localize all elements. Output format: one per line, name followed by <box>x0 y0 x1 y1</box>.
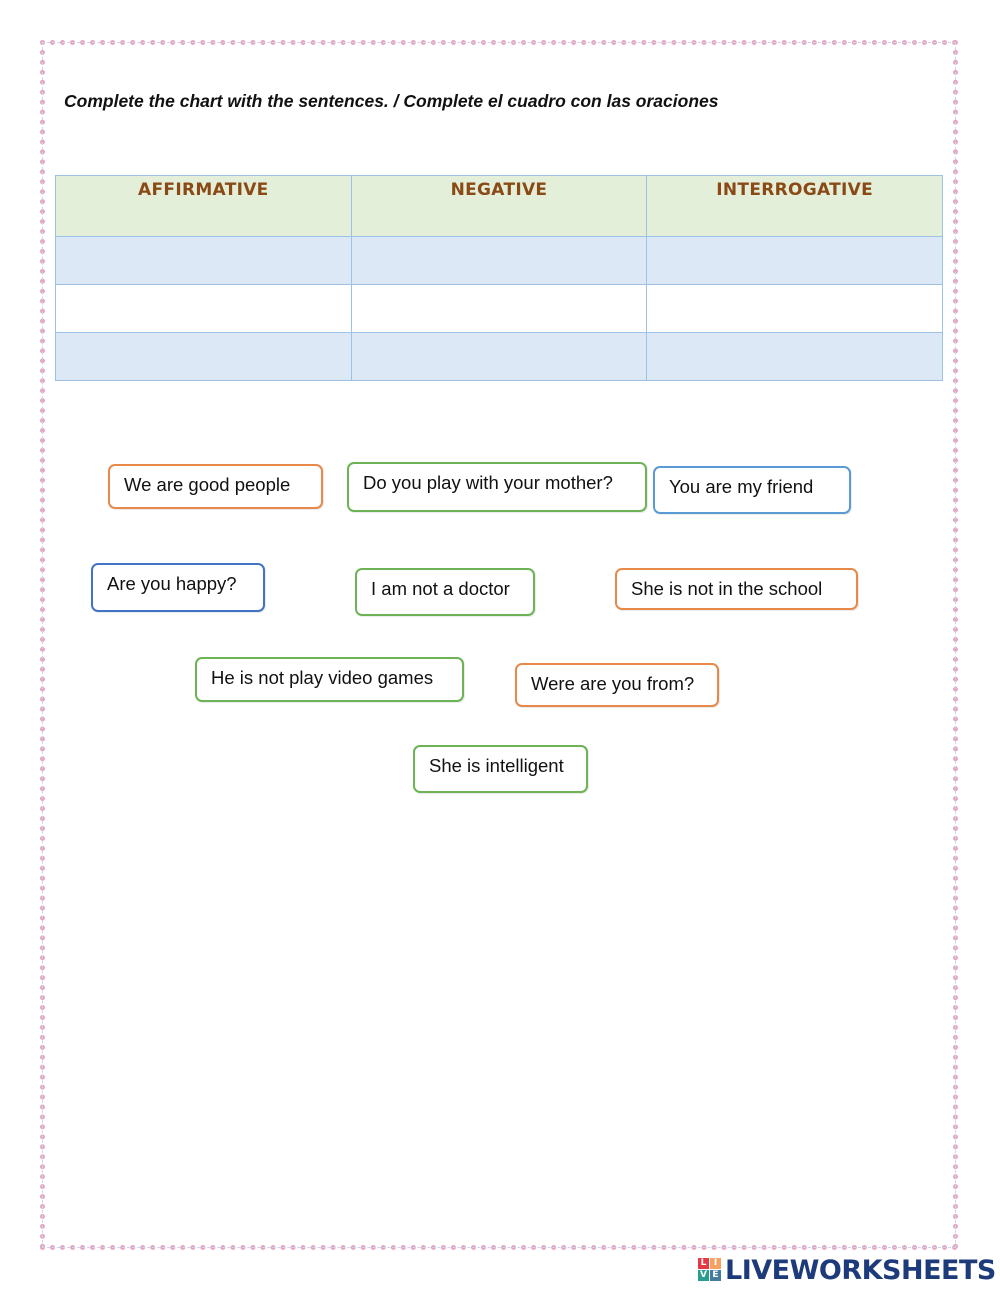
logo-letter: I <box>710 1258 721 1269</box>
sentence-card-we-are-good-people[interactable]: We are good people <box>108 464 323 509</box>
drop-cell-affirmative[interactable] <box>56 333 352 381</box>
drop-cell-interrogative[interactable] <box>647 237 943 285</box>
logo-letter: V <box>698 1270 709 1281</box>
header-affirmative: AFFIRMATIVE <box>56 176 352 237</box>
liveworksheets-logo <box>698 1255 996 1285</box>
drop-cell-affirmative[interactable] <box>56 285 352 333</box>
drop-cell-negative[interactable] <box>351 237 647 285</box>
chart-row <box>56 237 943 285</box>
drop-cell-interrogative[interactable] <box>647 333 943 381</box>
sentence-card-i-am-not-a-doctor[interactable]: I am not a doctor <box>355 568 535 616</box>
logo-letter: L <box>698 1258 709 1269</box>
sentence-card-do-you-play-with-your-mother[interactable]: Do you play with your mother? <box>347 462 647 512</box>
sentence-card-she-is-intelligent[interactable]: She is intelligent <box>413 745 588 793</box>
logo-mark-icon <box>698 1258 722 1282</box>
logo-letter: E <box>710 1270 721 1281</box>
drop-cell-interrogative[interactable] <box>647 285 943 333</box>
drop-cell-negative[interactable] <box>351 285 647 333</box>
chart-row <box>56 333 943 381</box>
chart-header-row <box>56 176 943 237</box>
sentence-card-she-is-not-in-the-school[interactable]: She is not in the school <box>615 568 858 610</box>
instruction-text: Complete the chart with the sentences. / Complete el cuadro con las oraciones <box>64 91 719 111</box>
sentence-card-are-you-happy[interactable]: Are you happy? <box>91 563 265 612</box>
header-negative: NEGATIVE <box>351 176 647 237</box>
drop-cell-affirmative[interactable] <box>56 237 352 285</box>
sentence-chart <box>55 175 943 381</box>
sentence-card-he-is-not-play-video-games[interactable]: He is not play video games <box>195 657 464 702</box>
sentence-card-you-are-my-friend[interactable]: You are my friend <box>653 466 851 514</box>
header-interrogative: INTERROGATIVE <box>647 176 943 237</box>
sentence-card-were-are-you-from[interactable]: Were are you from? <box>515 663 719 707</box>
chart-row <box>56 285 943 333</box>
drop-cell-negative[interactable] <box>351 333 647 381</box>
logo-text: LIVEWORKSHEETS <box>725 1254 996 1286</box>
